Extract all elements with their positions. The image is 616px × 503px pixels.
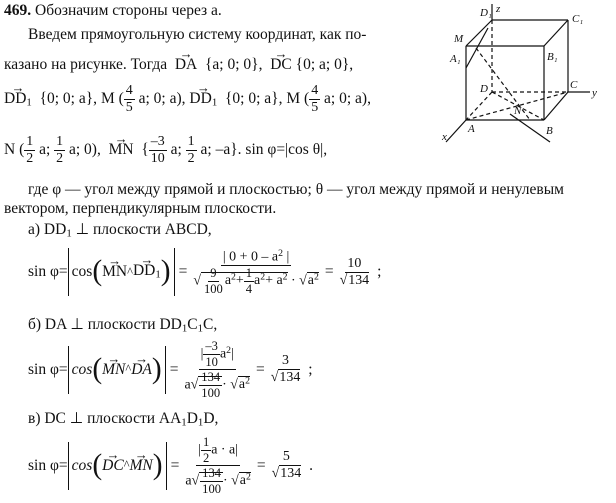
sq: 2 (245, 376, 250, 387)
part-a-numerator (221, 249, 291, 266)
frac-134-100 (200, 467, 223, 495)
part-b-big-fraction (182, 340, 252, 399)
fraction-m3-10 (149, 135, 167, 166)
vector-DD1 (4, 91, 32, 109)
sq: 2 (231, 271, 236, 283)
vector-DD1-text: DD (4, 90, 27, 108)
frac-num: 4 (311, 83, 319, 98)
sqrt-body (198, 370, 222, 400)
cos-label: cos (71, 263, 93, 281)
frac-1-4 (244, 267, 254, 295)
var-a: a (307, 273, 314, 289)
var-a: a (239, 473, 246, 489)
vector-DD1-value: {0; 0; a}, (39, 90, 98, 108)
result-num: 10 (347, 255, 362, 271)
part-a-big-fraction (191, 249, 321, 295)
label-C: C (570, 79, 578, 91)
label-z: z (496, 3, 501, 15)
cos-label: cos (71, 360, 93, 378)
frac-den: 2 (26, 150, 34, 166)
var-a: a (219, 346, 227, 362)
sin-phi-label: sin φ= (28, 263, 68, 281)
point-N: N (4, 141, 16, 159)
var-a: a (238, 377, 246, 393)
fraction-1-2 (24, 135, 35, 166)
sub-1: 1 (197, 416, 204, 429)
label-N: N (514, 105, 522, 117)
label-c-end: C, (203, 316, 218, 333)
point-M-2: M (286, 90, 301, 108)
frac-num: 1 (187, 134, 195, 149)
wedge: ^ (127, 264, 133, 279)
label-M: M (454, 33, 464, 45)
equals: = (256, 456, 266, 474)
part-a-result (338, 257, 372, 288)
cos-label: cos (71, 456, 93, 474)
problem-intro: Обозначим стороны через a. (35, 2, 222, 19)
result-num: 5 (282, 449, 290, 465)
abs-cos-b (68, 346, 166, 394)
sin-phi-label: sin φ= (28, 360, 68, 378)
equals: = (324, 263, 334, 281)
sq: 2 (260, 271, 266, 283)
frac-num: 1 (56, 134, 64, 149)
sinphi-definition: sin φ=|cos θ|, (245, 141, 328, 159)
vector-DD1-text-2: DD (189, 90, 212, 108)
vector-DC-c: → DC (102, 458, 124, 474)
label-A: A (468, 123, 475, 135)
vector-DA-b: → DA (131, 362, 152, 378)
paren-open: ( (304, 90, 310, 108)
frac-num: 1 (245, 266, 253, 281)
frac-den: 2 (202, 450, 210, 465)
num-text: | 0 + 0 – a (222, 249, 279, 265)
plus-a: + a (265, 273, 283, 289)
wedge: ^ (123, 458, 130, 473)
sqrt-body (199, 466, 223, 496)
equals: = (170, 456, 180, 474)
sqrt-a2 (307, 272, 319, 288)
vector-MN-c: → MN (130, 458, 153, 474)
var-a: a (254, 273, 261, 289)
result-den: √134 (270, 370, 301, 386)
paren-left: ( (92, 448, 103, 481)
vector-DA: → DA (175, 57, 197, 73)
label-B: B (546, 125, 553, 137)
text-line-4 (4, 84, 371, 115)
part-c-label (28, 411, 218, 429)
fraction-4-5 (124, 84, 135, 115)
paren-right: ) (151, 352, 162, 385)
part-b-label-text: б) DA ⊥ плоскости DD (28, 316, 182, 333)
frac-den: 100 (202, 481, 221, 496)
result-den: √134 (339, 272, 370, 288)
text-line-5: N ( $\frac{1}{2}$ a; $\frac{1}{2}$ a; 0), → MN { $\frac{-3}{10}$ a; $\frac{1}{2}$ a; –a}. sin φ=|cos θ|, (4, 135, 327, 166)
part-b-denominator: a√ $\frac{134}{100}$ · $√a^2$ (184, 370, 250, 400)
semicolon: ; (308, 360, 313, 378)
part-a-formula (28, 248, 381, 296)
frac-num: 9 (210, 266, 217, 281)
edge-DA (466, 92, 492, 120)
frac-9-100 (202, 267, 225, 295)
part-b-label (28, 317, 217, 335)
frac-m3-10 (203, 340, 220, 368)
vector-DA-value: {a; 0; 0}, (204, 56, 263, 73)
vector-DD1-a (133, 263, 161, 281)
paren-right: ) (152, 448, 163, 481)
edge-C1B1 (544, 20, 568, 46)
sub-1: 1 (26, 96, 32, 109)
label-D1: D₁ (480, 7, 492, 19)
part-c-numerator: | $\frac{1}{2}$ a · a| (198, 435, 239, 465)
part-a-label-rest: ⊥ плоскости ABCD, (75, 221, 212, 238)
part-b-result (269, 354, 303, 385)
paren-open: ( (118, 90, 124, 108)
wedge: ^ (125, 362, 132, 377)
frac-num: 1 (202, 435, 210, 449)
fraction-1-2 (54, 135, 65, 166)
var-a: a (224, 273, 231, 289)
abs-cos-a (68, 248, 175, 296)
label-C1: C₁ (572, 13, 584, 25)
vector-DC: → DC (270, 57, 292, 73)
period: . (309, 456, 314, 474)
frac-134-100 (199, 371, 222, 399)
point-M-value-2: a; 0; a), (324, 90, 371, 108)
paren-left: ( (92, 352, 103, 385)
frac-den: 5 (125, 99, 133, 115)
abs-cos-c (68, 442, 167, 490)
cube-edges (446, 4, 590, 142)
frac-num: 134 (202, 466, 221, 481)
frac-num: 134 (201, 370, 221, 385)
point-M-value: a; 0; a), (138, 90, 186, 108)
paren-right: ) (160, 255, 171, 288)
frac-num: –3 (205, 339, 218, 353)
part-a-label (28, 222, 212, 240)
vector-MN-b: → MN (102, 362, 125, 378)
vector-DD1-text: DD (132, 262, 156, 280)
label-B1: B₁ (547, 51, 558, 63)
fraction-1-2 (186, 135, 197, 166)
vector-MN: → MN (109, 142, 134, 158)
fraction-4-5 (309, 84, 320, 115)
frac-den: 100 (203, 281, 223, 296)
label-d-end: D, (203, 410, 219, 427)
frac-den: 2 (56, 150, 64, 166)
result-den: √134 (271, 466, 302, 482)
result-sqrt: 134 (279, 370, 301, 386)
part-c-big-fraction (183, 436, 253, 495)
sub-1: 1 (181, 322, 188, 335)
axis-x (446, 120, 466, 142)
sq: 2 (282, 271, 288, 283)
label-A1: A₁ (450, 53, 461, 65)
sub-1: 1 (66, 227, 72, 240)
point-N-value: a; 0), (69, 141, 101, 159)
sqrt-a2 (238, 376, 250, 392)
part-b-formula (28, 340, 313, 399)
part-a-denominator: √ $\frac{9}{100}$ $a^2+$ $\frac{1}{4}$ $a^2+ a^2 \cdot √a^2$ (193, 266, 319, 296)
frac-num: 4 (125, 83, 133, 98)
sq: 2 (278, 247, 283, 259)
frac-den: 100 (201, 385, 221, 400)
part-a-label-text: а) DD (28, 221, 67, 238)
explanation-text: где φ — угол между прямой и плоскостью; θ — угол между прямой и ненулевым вектором, перпендикулярным плоскости. (4, 181, 564, 218)
frac-den: 10 (150, 150, 165, 166)
part-c-formula (28, 436, 313, 495)
frac-den: 5 (311, 99, 319, 115)
line3-start: казано на рисунке. Тогда (4, 56, 168, 73)
vector-DD1-value-2: {0; 0; a}, (224, 90, 283, 108)
label-x: x (442, 131, 447, 143)
equals: = (178, 263, 188, 281)
label-c: C (187, 316, 198, 333)
label-D: D (480, 83, 488, 95)
equals: = (169, 360, 179, 378)
label-y: y (592, 87, 597, 99)
var-a: a (185, 473, 192, 489)
result-sqrt: 134 (348, 272, 370, 288)
part-c-result (270, 450, 304, 481)
frac-den: 10 (205, 354, 218, 369)
paren-left: ( (92, 255, 103, 288)
vector-DD1-2 (189, 91, 217, 109)
sqrt-a2 (239, 472, 251, 488)
sub-1: 1 (155, 268, 161, 281)
semicolon: ; (377, 263, 382, 281)
sin-phi-label: sin φ= (28, 456, 68, 474)
point-M: M (100, 90, 115, 108)
sq: 2 (313, 271, 319, 283)
a-times-a: a · a (211, 442, 236, 458)
label-d: D (186, 410, 198, 427)
var-a: a (184, 377, 191, 393)
frac-num: 1 (26, 134, 34, 149)
edge-BC (544, 92, 568, 120)
text-line-2: Введем прямоугольную систему координат, как по- (28, 26, 367, 43)
frac-den: 4 (245, 281, 253, 296)
sq: 2 (226, 344, 232, 356)
edge-D1A1 (466, 20, 492, 46)
frac-num: –3 (150, 134, 165, 149)
vector-DC-value: {0; a; 0}, (295, 56, 354, 73)
sub-1: 1 (197, 322, 204, 335)
problem-header (4, 3, 222, 19)
line-top (466, 28, 488, 68)
result-num: 3 (282, 353, 289, 369)
cube-figure (440, 2, 612, 152)
text-line-3 (4, 57, 353, 73)
plus: + (235, 273, 244, 289)
paren-open: ( (19, 141, 25, 159)
part-c-denominator: a√ $\frac{134}{100}$ · $√a^2$ (185, 466, 251, 496)
part-c-label-text: в) DC ⊥ плоскости AA (28, 410, 182, 427)
sub-1: 1 (181, 416, 187, 429)
vector-MN-a: → MN (102, 264, 127, 280)
sq: 2 (245, 472, 251, 483)
vector-MN-value: a; –a}. (200, 141, 242, 159)
frac-1-2 (201, 436, 211, 464)
equals: = (255, 360, 265, 378)
sub-1: 1 (211, 96, 218, 109)
frac-den: 2 (187, 150, 195, 166)
num-close: | (282, 249, 290, 265)
result-sqrt: 134 (280, 466, 302, 482)
problem-number: 469. (4, 2, 32, 19)
part-b-numerator: | $\frac{-3}{10}$ $a^2|$ (200, 339, 234, 369)
